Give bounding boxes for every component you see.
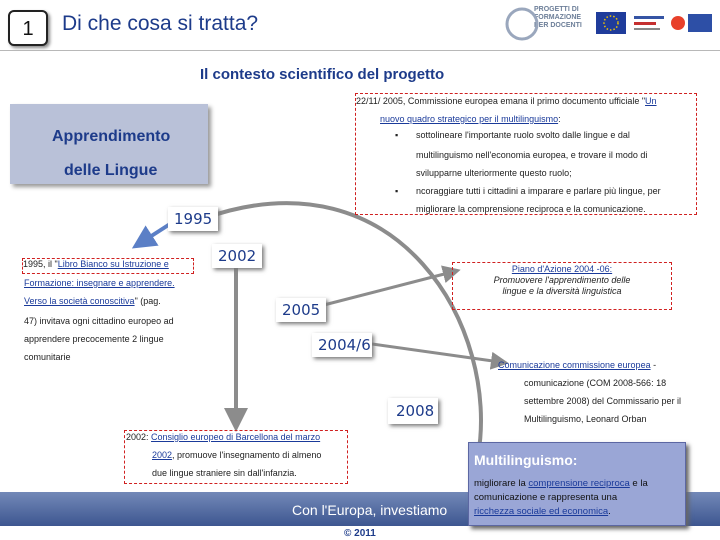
main-timeline-curve: [205, 203, 481, 456]
comunicazione-link[interactable]: Comunicazione commissione europea: [498, 360, 651, 370]
libro-bianco-link-1[interactable]: Libro Bianco su Istruzione e: [57, 259, 169, 269]
year-2004-6: 2004/6: [318, 336, 371, 354]
libro-bianco-line4: 47) invitava ogni cittadino europeo ad: [24, 316, 174, 326]
libro-bianco-line3: [24, 296, 161, 306]
comunicazione-dash: -: [650, 360, 657, 370]
year-2005: 2005: [282, 301, 321, 319]
piano-azione-line2: Promuovere l'apprendimento delle: [493, 275, 631, 285]
multilinguismo-line1: [474, 478, 648, 489]
consiglio-link-2[interactable]: 2002: [152, 450, 173, 460]
slide-title: Di che cosa si tratta?: [62, 12, 259, 35]
section-subtitle: Il contesto scientifico del progetto: [200, 66, 445, 83]
consiglio-link-1[interactable]: Consiglio europeo di Barcellona del marzo: [151, 432, 321, 442]
copyright: © 2011: [344, 528, 376, 539]
consiglio-prefix: 2002:: [126, 432, 152, 442]
consiglio-line2-text: , promuove l'insegnamento di almeno: [172, 450, 322, 460]
libro-bianco-suffix: " (pag.: [134, 296, 161, 306]
slide-number-badge: 1: [8, 10, 48, 46]
multilinguismo-line2: comunicazione e rappresenta una: [474, 492, 618, 503]
bullet1-line2: multilinguismo nell'economia europea, e trovare il modo di: [416, 150, 648, 160]
consiglio-line1: [126, 432, 320, 442]
bullet-icon: ▪: [395, 186, 399, 196]
arrow-to-piano-azione: [320, 272, 452, 306]
libro-bianco-link-2[interactable]: Formazione: insegnare e apprendere.: [24, 278, 175, 288]
multi-l3-suffix: .: [608, 506, 611, 517]
multilinguismo-line3: [474, 506, 611, 517]
bullet2-line2: migliorare la comprensione reciproca e la comunicazione.: [416, 204, 646, 214]
doc-2005-colon: :: [558, 114, 561, 124]
libro-bianco-line5: apprendere precocemente 2 lingue: [24, 334, 164, 344]
multi-l1-prefix: migliorare la: [474, 478, 529, 489]
libro-bianco-prefix: 1995, il ": [23, 259, 58, 269]
multilinguismo-title: Multilinguismo:: [474, 452, 578, 468]
doc-2005-intro: [356, 96, 657, 106]
arrow-to-libro-bianco: [142, 224, 170, 242]
doc-2005-intro-text: 22/11/ 2005, Commissione europea emana il primo documento ufficiale ": [356, 96, 646, 106]
comunicazione-line3: settembre 2008) del Commissario per il: [524, 396, 682, 406]
year-2002: 2002: [218, 247, 257, 265]
libro-bianco-line2: [24, 278, 175, 288]
multi-link-ricchezza[interactable]: ricchezza sociale ed economica: [474, 506, 609, 517]
bullet2-line1: ncoraggiare tutti i cittadini a imparare e parlare più lingue, per: [416, 186, 661, 196]
year-2008: 2008: [396, 402, 435, 420]
doc-2005-title-line: [380, 114, 561, 124]
consiglio-line2: [152, 450, 321, 460]
piano-azione-box: [452, 262, 672, 310]
consiglio-line3: due lingue straniere sin dall'infanzia.: [152, 468, 297, 478]
doc-2005-link-part2[interactable]: nuovo quadro strategico per il multilinguismo: [380, 114, 559, 124]
logo-line: FORMAZIONE: [534, 14, 582, 21]
libro-bianco-link-3[interactable]: Verso la società conoscitiva: [24, 296, 135, 306]
libro-bianco-line6: comunitarie: [24, 352, 71, 362]
footer-banner-text: Con l'Europa, investiamo: [292, 502, 448, 518]
logo-line: PROGETTI DI: [534, 6, 579, 13]
bullet1-line3: svilupparne ulteriormente questo ruolo;: [416, 168, 572, 178]
comunicazione-first-line: [498, 360, 656, 370]
bullet1-line1: sottolineare l'importante ruolo svolto dalle lingue e dal: [416, 130, 630, 140]
libro-bianco-first-line: [22, 258, 194, 274]
apprendimento-line-1: Apprendimento: [52, 128, 171, 145]
doc-2005-link-part1[interactable]: Un: [645, 96, 657, 106]
multi-l1-suffix: e la: [629, 478, 648, 489]
year-1995: 1995: [174, 210, 213, 228]
comunicazione-line2: comunicazione (COM 2008-566: 18: [524, 378, 667, 388]
apprendimento-line-2: delle Lingue: [64, 162, 158, 179]
multi-link-comprensione[interactable]: comprensione reciproca: [528, 478, 630, 489]
bullet-icon: ▪: [395, 130, 399, 140]
logo-line: PER DOCENTI: [534, 22, 582, 29]
comunicazione-line4: Multilinguismo, Leonard Orban: [524, 414, 647, 424]
piano-azione-line3: lingue e la diversità linguistica: [502, 286, 622, 296]
arrow-to-comunicazione: [372, 344, 500, 362]
piano-azione-link[interactable]: Piano d'Azione 2004 -06:: [511, 264, 613, 274]
